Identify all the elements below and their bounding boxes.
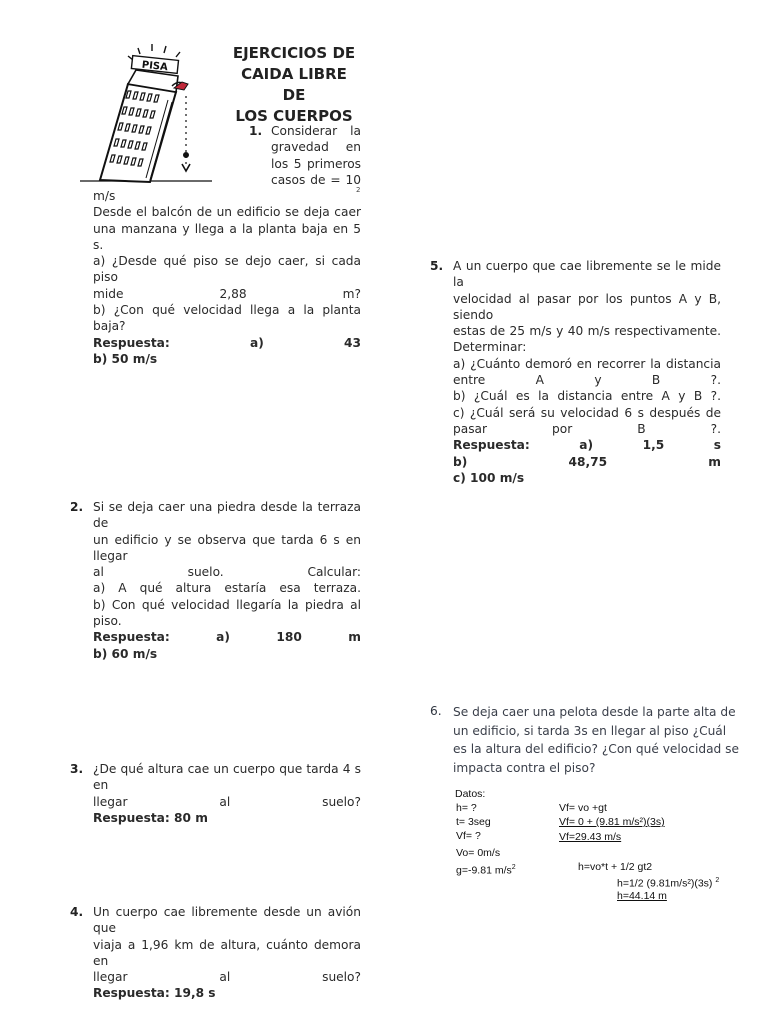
problem-6-line: un edificio, si tarda 3s en llegar al piso ¿Cuál [453, 723, 727, 738]
problem-1-line: Desde el balcón de un edificio se deja caer [93, 205, 361, 220]
title-line-1: EJERCICIOS DE [232, 44, 356, 62]
problem-6-body [453, 703, 740, 777]
problem-3-line: llegar al suelo? [93, 794, 361, 809]
problem-1-line: b) ¿Con qué velocidad llega a la planta baja? [93, 303, 361, 334]
formula-h-exponent: 2 [715, 877, 720, 884]
problem-1-intro-line: gravedad en [271, 140, 361, 155]
problem-4-line: Un cuerpo cae libremente desde un avión que [93, 905, 361, 936]
page-title [228, 43, 360, 127]
problem-6-line: Se deja caer una pelota desde la parte alta de [453, 705, 736, 719]
problem-5-line: A un cuerpo que cae libremente se le mide la [453, 259, 721, 290]
problem-5-line: b) ¿Cuál es la distancia entre A y B ?. [453, 389, 721, 404]
problem-5-answer: b) 48,75 m [453, 454, 721, 469]
problem-1-line: una manzana y llega a la planta baja en 5 s. [93, 221, 361, 252]
problem-4-body [93, 904, 361, 1002]
problem-1-unit: m/s [93, 189, 116, 203]
problem-1-body [93, 188, 361, 367]
problem-2-line: a) A qué altura estaría esa terraza. [93, 581, 361, 596]
problem-2-number: 2. [70, 500, 84, 514]
problem-2-line: un edificio y se observa que tarda 6 s en llegar [93, 532, 361, 563]
problem-2-line: Si se deja caer una piedra desde la terraza de [93, 500, 361, 531]
problem-5-answer: c) 100 m/s [453, 470, 525, 485]
problem-5-line: estas de 25 m/s y 40 m/s respectivamente. [453, 324, 721, 339]
problem-1-line: mide 2,88 m? [93, 286, 361, 301]
datos-header: Datos: [455, 788, 486, 800]
formula-vf-result: Vf=29.43 m/s [559, 831, 622, 843]
problem-3-number: 3. [70, 762, 84, 776]
title-line-3: LOS CUERPOS [235, 107, 353, 125]
solution-image [455, 785, 755, 910]
tower-sign-text: PISA [141, 59, 169, 74]
datos-g: g=-9.81 m/s [456, 864, 512, 877]
problem-1-intro-line: los 5 primeros [271, 156, 361, 171]
problem-6-line: impacta contra el piso? [453, 760, 596, 775]
problem-5-answer: Respuesta: a) 1,5 s [453, 438, 721, 453]
problem-5-line: Determinar: [453, 340, 527, 355]
problem-1-intro-line: casos de = 10 [271, 172, 361, 187]
problem-4-number: 4. [70, 905, 84, 919]
problem-1-answer: b) 50 m/s [93, 351, 158, 366]
problem-1-line: a) ¿Desde qué piso se dejo caer, si cada piso [93, 254, 361, 285]
title-line-2: CAIDA LIBRE DE [241, 65, 347, 104]
problem-2-line: b) Con qué velocidad llegaría la piedra al piso. [93, 597, 361, 629]
problem-5-line: entre A y B ?. [453, 373, 721, 388]
leaning-tower-illustration [80, 40, 215, 190]
problem-2-body [93, 499, 361, 662]
problem-5-line: velocidad al pasar por los puntos A y B, siendo [453, 291, 721, 322]
problem-5-number: 5. [430, 259, 444, 273]
problem-6-number: 6. [430, 704, 442, 718]
problem-3-line: ¿De qué altura cae un cuerpo que tarda 4 s en [93, 762, 361, 793]
datos-vf: Vf= ? [456, 830, 481, 842]
problem-1-intro [271, 123, 361, 188]
formula-vf-sub: Vf= 0 + (9.81 m/s²)(3s) [559, 816, 665, 828]
problem-5-line: c) ¿Cuál será su velocidad 6 s después de [453, 405, 721, 420]
gravity-exponent: 2 [356, 186, 361, 194]
problem-1-answer: Respuesta: a) 43 [93, 335, 361, 350]
datos-h: h= ? [456, 802, 477, 814]
formula-h-sub: h=1/2 (9.81m/s²)(3s) [617, 877, 713, 890]
problem-1-number: 1. [249, 124, 263, 138]
formula-vf: Vf= vo +gt [559, 802, 607, 814]
problem-4-line: llegar al suelo? [93, 970, 361, 985]
problem-5-body [453, 258, 721, 486]
datos-t: t= 3seg [456, 816, 491, 828]
problem-1-intro-line: Considerar la [271, 124, 361, 138]
problem-3-answer: Respuesta: 80 m [93, 810, 208, 825]
problem-2-answer: b) 60 m/s [93, 646, 158, 661]
problem-2-answer: Respuesta: a) 180 m [93, 630, 361, 645]
problem-5-line: pasar por B ?. [453, 421, 721, 436]
datos-vo: Vo= 0m/s [456, 847, 501, 859]
datos-g-exponent: 2 [511, 864, 516, 871]
formula-h: h=vo*t + 1/2 gt2 [578, 861, 653, 873]
problem-4-answer: Respuesta: 19,8 s [93, 986, 216, 1001]
problem-3-body [93, 761, 361, 826]
problem-4-line: viaja a 1,96 km de altura, cuánto demora en [93, 937, 361, 968]
problem-5-line: a) ¿Cuánto demoró en recorrer la distancia [453, 356, 721, 371]
problem-2-line: al suelo. Calcular: [93, 565, 361, 580]
formula-h-result: h=44.14 m [617, 890, 667, 902]
problem-6-line: es la altura del edificio? ¿Con qué velocidad se [453, 742, 740, 756]
